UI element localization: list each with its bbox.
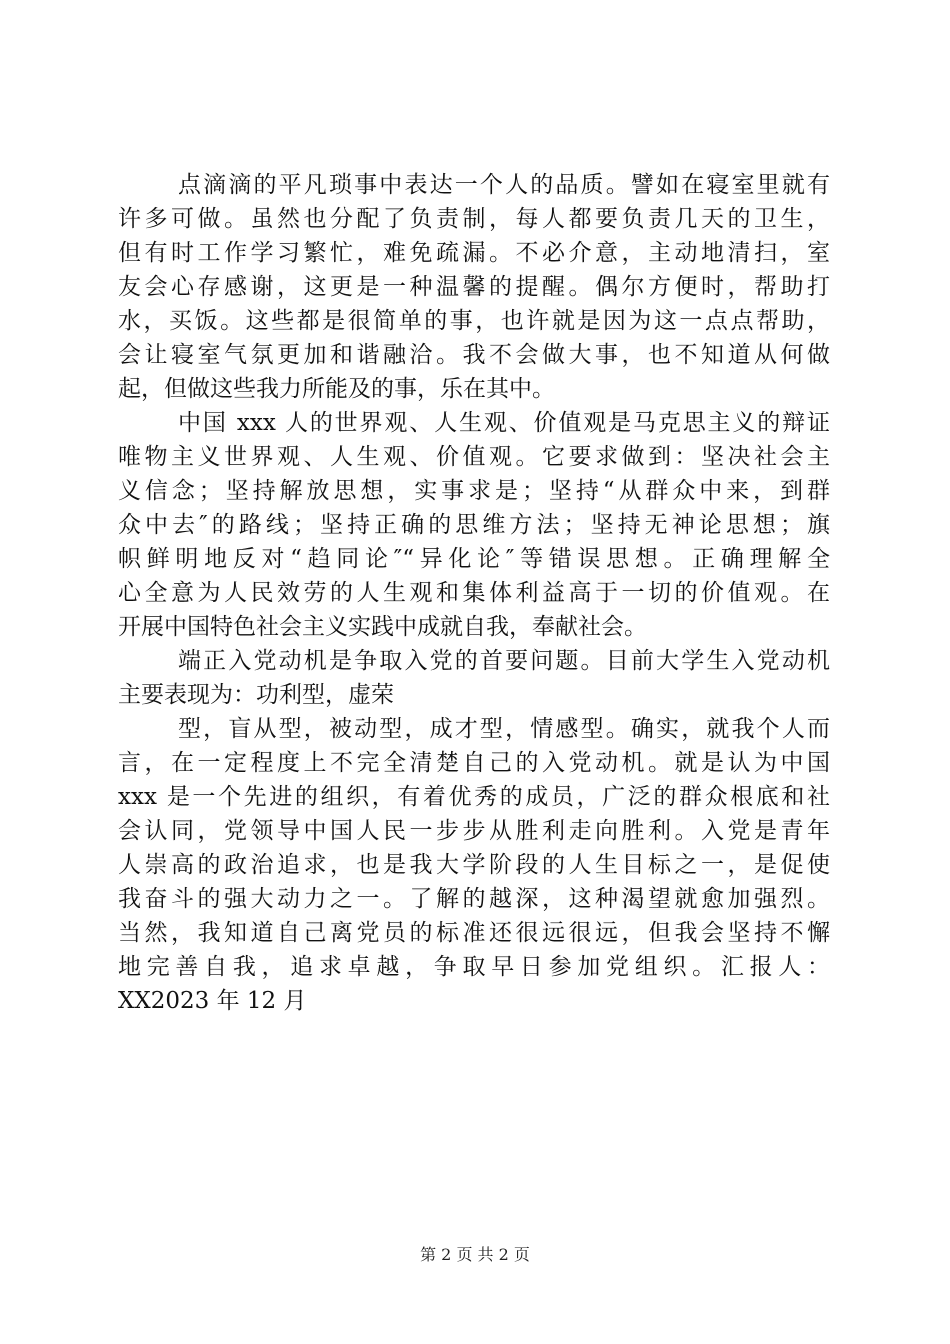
text-line: 起，但做这些我力所能及的事，乐在其中。: [118, 376, 555, 402]
document-body: [118, 168, 830, 1018]
text-line: 会让寝室气氛更加和谐融洽。我不会做大事，也不知道从何做: [118, 342, 830, 368]
text-line: 主要表现为：功利型，虚荣: [118, 682, 394, 708]
text-line: 心全意为人民效劳的人生观和集体利益高于一切的价值观。在: [118, 580, 830, 606]
text-line: 当然，我知道自己离党员的标准还很远很远，但我会坚持不懈: [118, 920, 830, 946]
text-line: 会认同，党领导中国人民一步步从胜利走向胜利。入党是青年: [118, 818, 830, 844]
text-line: 友会心存感谢，这更是一种温馨的提醒。偶尔方便时，帮助打: [118, 274, 830, 300]
text-line: 中国 xxx 人的世界观、人生观、价值观是马克思主义的辩证: [178, 410, 830, 436]
text-line: 帜鲜明地反对“趋同论″“异化论″等错误思想。正确理解全: [118, 546, 830, 572]
text-line: XX2023 年 12 月: [118, 988, 307, 1014]
text-line: 型，盲从型，被动型，成才型，情感型。确实，就我个人而: [178, 716, 830, 742]
text-line: 许多可做。虽然也分配了负责制，每人都要负责几天的卫生，: [118, 206, 830, 232]
text-line: 地完善自我，追求卓越，争取早日参加党组织。汇报人：: [118, 954, 830, 980]
text-line: 义信念；坚持解放思想，实事求是；坚持“从群众中来，到群: [118, 478, 830, 504]
text-line: 水，买饭。这些都是很简单的事，也许就是因为这一点点帮助，: [118, 308, 830, 334]
text-line: 点滴滴的平凡琐事中表达一个人的品质。譬如在寝室里就有: [178, 172, 830, 198]
text-line: 言，在一定程度上不完全清楚自己的入党动机。就是认为中国: [118, 750, 830, 776]
page-number-footer: 第 2 页 共 2 页: [420, 1245, 530, 1264]
text-line: 唯物主义世界观、人生观、价值观。它要求做到：坚决社会主: [118, 444, 830, 470]
text-line: 开展中国特色社会主义实践中成就自我，奉献社会。: [118, 614, 647, 640]
text-line: 但有时工作学习繁忙，难免疏漏。不必介意，主动地清扫，室: [118, 240, 830, 266]
text-line: 人崇高的政治追求，也是我大学阶段的人生目标之一，是促使: [118, 852, 830, 878]
text-line: 众中去″的路线；坚持正确的思维方法；坚持无神论思想；旗: [118, 512, 830, 538]
text-line: 端正入党动机是争取入党的首要问题。目前大学生入党动机: [178, 648, 830, 674]
text-line: xxx 是一个先进的组织，有着优秀的成员，广泛的群众根底和社: [118, 784, 830, 810]
text-line: 我奋斗的强大动力之一。了解的越深，这种渴望就愈加强烈。: [118, 886, 830, 912]
